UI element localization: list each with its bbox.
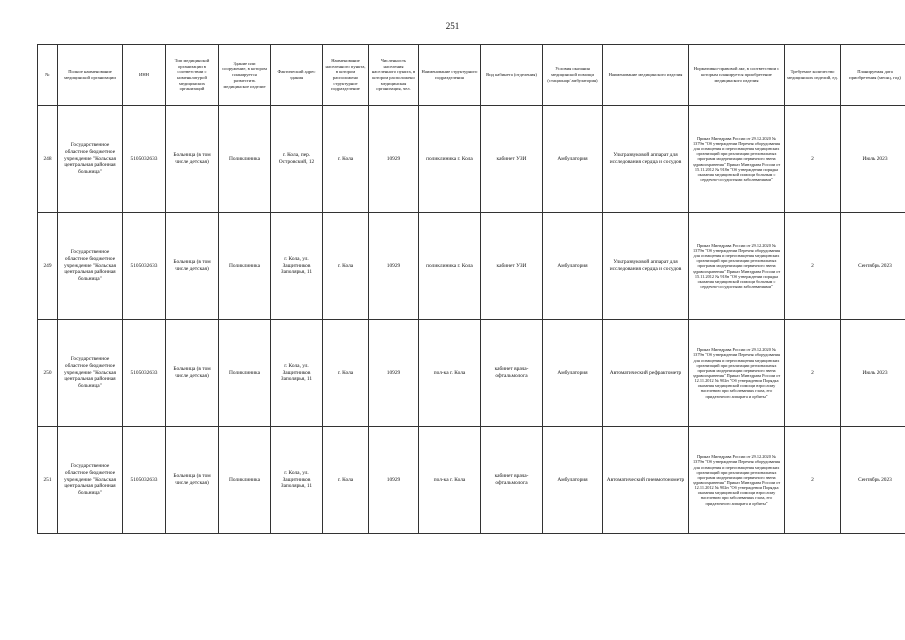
- cell-date: Сентябрь 2023: [841, 213, 905, 320]
- cell-org: Государственное областное бюджетное учреждение "Кольская центральная районная больница": [58, 427, 123, 534]
- header-inn: ИНН: [123, 45, 166, 106]
- cell-device: Автоматический рефрактометр: [603, 320, 689, 427]
- cell-conditions: Амбулатория: [543, 427, 603, 534]
- cell-building: Поликлиника: [219, 427, 271, 534]
- cell-population: 10929: [369, 106, 419, 213]
- cell-device: Ультразвуковой аппарат для исследования сердца и сосудов: [603, 106, 689, 213]
- cell-act: Приказ Минздрава России от 29.12.2020 № 1379н "Об утверждении Перечня оборудования для оснащения и переоснащения медицинских организаций при реализации региональных программ модернизации первичного звена здравоохранения" Приказ Минздрава России от 12.11.2012 № 902н "Об утверждении Порядка оказания медицинской помощи взрослому населению при заболеваниях глаза, его придаточного аппарата и орбиты": [689, 320, 785, 427]
- header-population: Численность населения населенного пункта, в котором расположено медицинская организация, чел.: [369, 45, 419, 106]
- cell-num: 248: [38, 106, 58, 213]
- cell-conditions: Амбулатория: [543, 106, 603, 213]
- cell-type: Больница (в том числе детская): [166, 213, 219, 320]
- cell-building: Поликлиника: [219, 106, 271, 213]
- header-qty: Требуемое количество медицинских изделий, ед.: [785, 45, 841, 106]
- cell-conditions: Амбулатория: [543, 320, 603, 427]
- cell-qty: 2: [785, 427, 841, 534]
- page-number: 251: [445, 21, 460, 31]
- table-row: [38, 106, 905, 213]
- cell-org: Государственное областное бюджетное учреждение "Кольская центральная районная больница": [58, 106, 123, 213]
- cell-inn: 5105032633: [123, 320, 166, 427]
- cell-type: Больница (в том числе детская): [166, 427, 219, 534]
- header-num: №: [38, 45, 58, 106]
- cell-cabinet: кабинет врача-офтальмолога: [481, 320, 543, 427]
- header-unit: Наименование структурного подразделения: [419, 45, 481, 106]
- header-conditions: Условия оказания медицинской помощи (стационар/ амбулатория): [543, 45, 603, 106]
- cell-building: Поликлиника: [219, 320, 271, 427]
- cell-inn: 5105032633: [123, 213, 166, 320]
- cell-address: г. Кола, ул. Защитников Заполярья, 11: [271, 213, 323, 320]
- header-address: Фактический адрес здания: [271, 45, 323, 106]
- cell-unit: пол-ка г. Кола: [419, 427, 481, 534]
- cell-date: Сентябрь 2023: [841, 427, 905, 534]
- header-device: Наименование медицинского изделия: [603, 45, 689, 106]
- cell-device: Автоматический пневмотонометр: [603, 427, 689, 534]
- cell-type: Больница (в том числе детская): [166, 320, 219, 427]
- cell-inn: 5105032633: [123, 106, 166, 213]
- header-locality: Наименование населенного пункта, в котором расположено структурное подразделение: [323, 45, 369, 106]
- cell-cabinet: кабинет УЗИ: [481, 213, 543, 320]
- cell-population: 10929: [369, 320, 419, 427]
- cell-building: Поликлиника: [219, 213, 271, 320]
- cell-num: 250: [38, 320, 58, 427]
- cell-population: 10929: [369, 427, 419, 534]
- cell-type: Больница (в том числе детская): [166, 106, 219, 213]
- cell-conditions: Амбулатория: [543, 213, 603, 320]
- cell-date: Июль 2023: [841, 320, 905, 427]
- cell-act: Приказ Минздрава России от 29.12.2020 № 1379н "Об утверждении Перечня оборудования для оснащения и переоснащения медицинских организаций при реализации региональных программ модернизации первичного звена здравоохранения" Приказ Минздрава России от 15.11.2012 № 918н "Об утверждении порядка оказания медицинской помощи больным с сердечно-сосудистыми заболеваниями": [689, 213, 785, 320]
- cell-address: г. Кола, ул. Защитников Заполярья, 11: [271, 427, 323, 534]
- cell-qty: 2: [785, 106, 841, 213]
- header-cabinet: Вид кабинета (отделения): [481, 45, 543, 106]
- header-org: Полное наименование медицинской организации: [58, 45, 123, 106]
- cell-address: г. Кола, ул. Защитников Заполярья, 11: [271, 320, 323, 427]
- cell-act: Приказ Минздрава России от 29.12.2020 № 1379н "Об утверждении Перечня оборудования для оснащения и переоснащения медицинских организаций при реализации региональных программ модернизации первичного звена здравоохранения" Приказ Минздрава России от 12.11.2012 № 902н "Об утверждении Порядка оказания медицинской помощи взрослому населению при заболеваниях глаза, его придаточного аппарата и орбиты": [689, 427, 785, 534]
- cell-qty: 2: [785, 213, 841, 320]
- table-row: [38, 213, 905, 320]
- cell-date: Июль 2023: [841, 106, 905, 213]
- cell-org: Государственное областное бюджетное учреждение "Кольская центральная районная больница": [58, 213, 123, 320]
- table-header-row: [38, 45, 905, 106]
- cell-act: Приказ Минздрава России от 29.12.2020 № 1379н "Об утверждении Перечня оборудования для оснащения и переоснащения медицинских организаций при реализации региональных программ модернизации первичного звена здравоохранения" Приказ Минздрава России от 15.11.2012 № 918н "Об утверждении порядка оказания медицинской помощи больным с сердечно-сосудистыми заболеваниями": [689, 106, 785, 213]
- cell-unit: пол-ка г. Кола: [419, 320, 481, 427]
- cell-locality: г. Кола: [323, 427, 369, 534]
- cell-qty: 2: [785, 320, 841, 427]
- header-act: Нормативно-правовой акт, в соответствии с которым планируется приобретение медицинского изделия: [689, 45, 785, 106]
- cell-address: г. Кола, пер. Островский, 12: [271, 106, 323, 213]
- table-row: [38, 427, 905, 534]
- table-row: [38, 320, 905, 427]
- equipment-table: [37, 44, 905, 534]
- cell-inn: 5105032633: [123, 427, 166, 534]
- cell-locality: г. Кола: [323, 213, 369, 320]
- cell-num: 249: [38, 213, 58, 320]
- cell-device: Ультразвуковой аппарат для исследования сердца и сосудов: [603, 213, 689, 320]
- cell-population: 10929: [369, 213, 419, 320]
- cell-cabinet: кабинет врача-офтальмолога: [481, 427, 543, 534]
- cell-unit: поликлиника г. Кола: [419, 213, 481, 320]
- header-type: Тип медицинской организации в соответствии с номенклатурой медицинских организаций: [166, 45, 219, 106]
- cell-org: Государственное областное бюджетное учреждение "Кольская центральная районная больница": [58, 320, 123, 427]
- cell-locality: г. Кола: [323, 106, 369, 213]
- header-date: Планируемая дата приобретения (месяц, год): [841, 45, 905, 106]
- cell-unit: поликлиника г. Кола: [419, 106, 481, 213]
- cell-num: 251: [38, 427, 58, 534]
- cell-cabinet: кабинет УЗИ: [481, 106, 543, 213]
- cell-locality: г. Кола: [323, 320, 369, 427]
- header-building: Здание или сооружение, в котором планируется разместить медицинское изделие: [219, 45, 271, 106]
